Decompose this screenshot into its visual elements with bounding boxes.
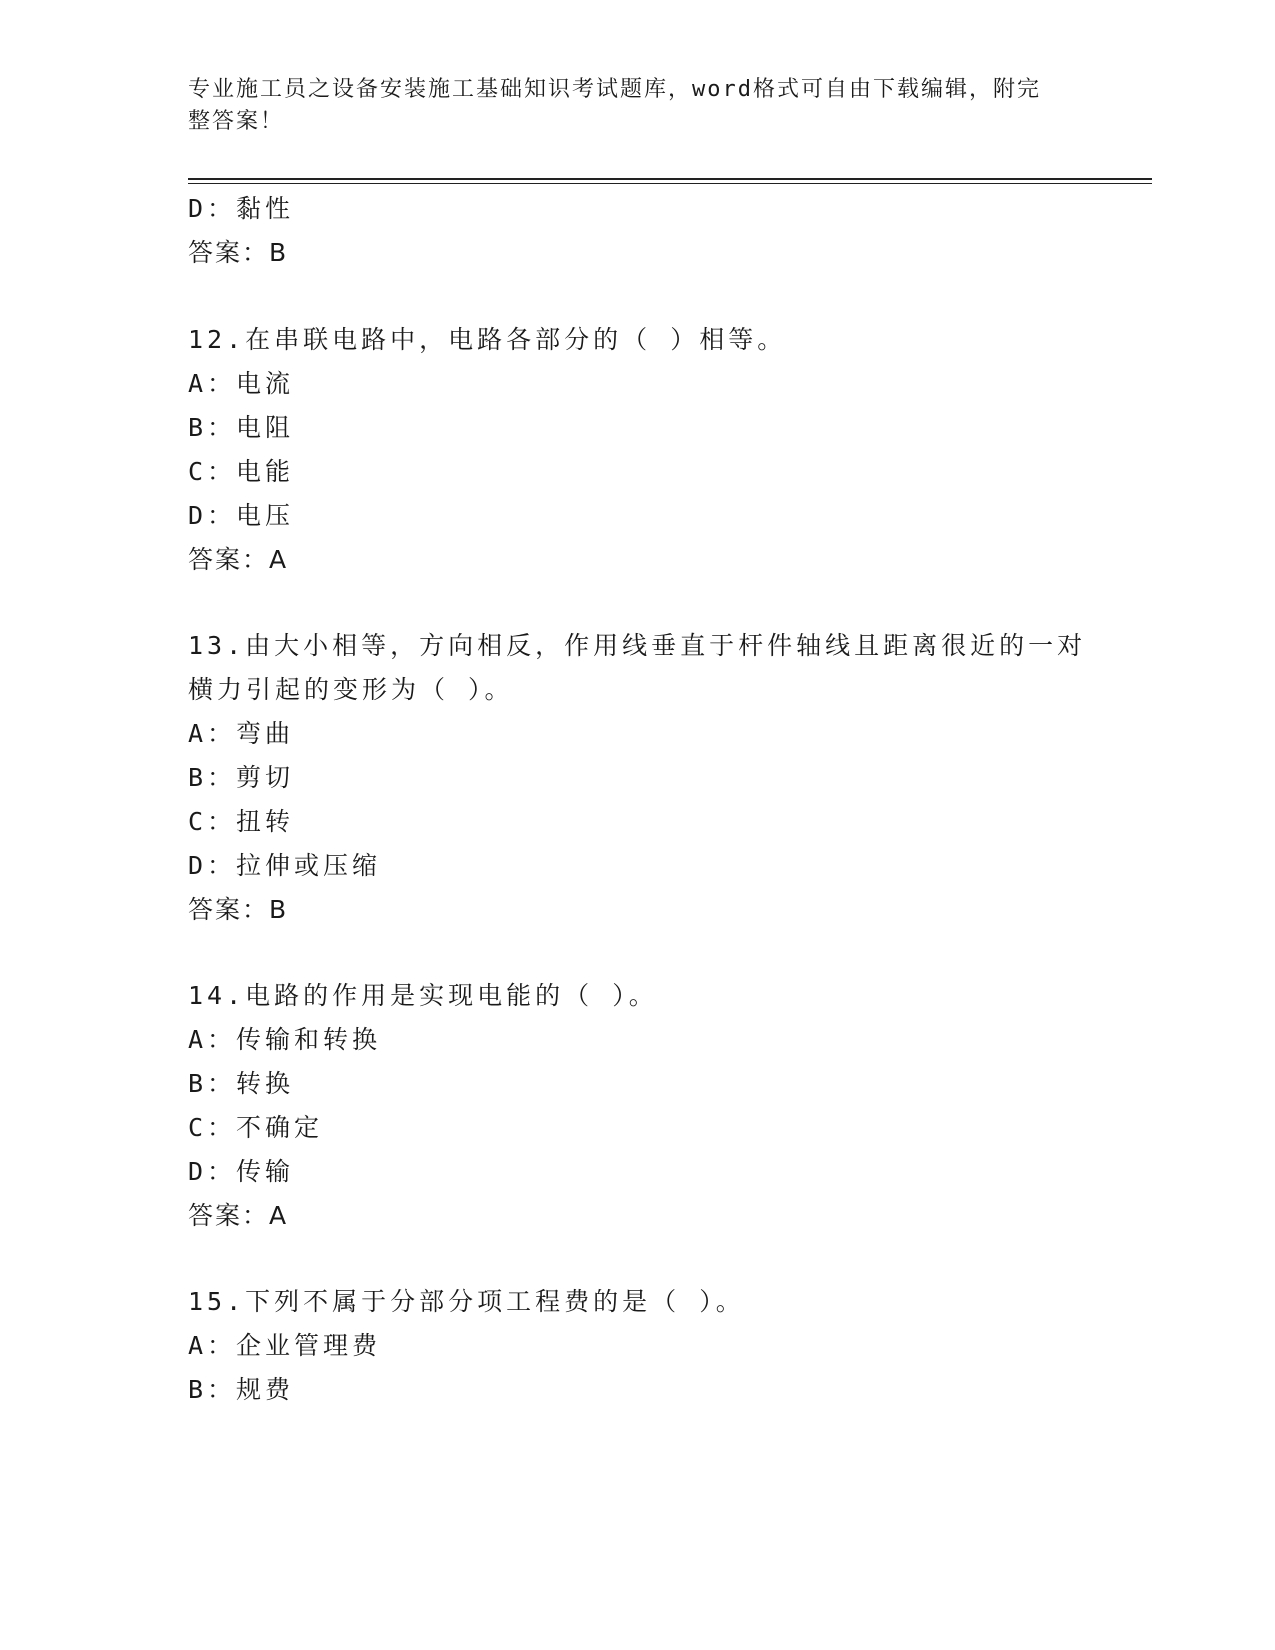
header-divider-thick (188, 178, 1152, 180)
question-12-option-b: B：电阻 (188, 413, 295, 442)
question-14-option-c: C：不确定 (188, 1113, 324, 1142)
question-12-text: 12.在串联电路中，电路各部分的（ ）相等。 (188, 325, 787, 354)
question-14-option-d: D：传输 (188, 1157, 295, 1186)
question-15-option-b: B：规费 (188, 1375, 295, 1404)
question-15-text: 15.下列不属于分部分项工程费的是（ ）。 (188, 1287, 745, 1316)
question-14-option-b: B：转换 (188, 1069, 295, 1098)
question-14-option-a: A：传输和转换 (188, 1025, 382, 1054)
header-divider-thin (188, 183, 1152, 184)
question-13-option-d: D：拉伸或压缩 (188, 851, 382, 880)
question-12-answer: 答案：A (188, 545, 289, 574)
document-header (188, 74, 1088, 138)
question-13-text-line-1: 13.由大小相等，方向相反，作用线垂直于杆件轴线且距离很近的一对 (188, 631, 1087, 660)
question-12-option-d: D：电压 (188, 501, 295, 530)
question-14-answer: 答案：A (188, 1201, 289, 1230)
question-13-option-c: C：扭转 (188, 807, 295, 836)
question-13-option-b: B：剪切 (188, 763, 295, 792)
question-12-option-a: A：电流 (188, 369, 295, 398)
question-13-answer: 答案：B (188, 895, 289, 924)
question-13-text-line-2: 横力引起的变形为（ ）。 (188, 675, 514, 704)
header-line-2: 整答案！ (188, 109, 285, 134)
prev-option-d: D：黏性 (188, 194, 295, 223)
prev-answer: 答案：B (188, 238, 289, 267)
question-12-option-c: C：电能 (188, 457, 295, 486)
question-13-option-a: A：弯曲 (188, 719, 295, 748)
question-15-option-a: A：企业管理费 (188, 1331, 382, 1360)
header-line-1: 专业施工员之设备安装施工基础知识考试题库，word格式可自由下载编辑，附完 (188, 77, 1041, 102)
question-14-text: 14.电路的作用是实现电能的（ ）。 (188, 981, 658, 1010)
